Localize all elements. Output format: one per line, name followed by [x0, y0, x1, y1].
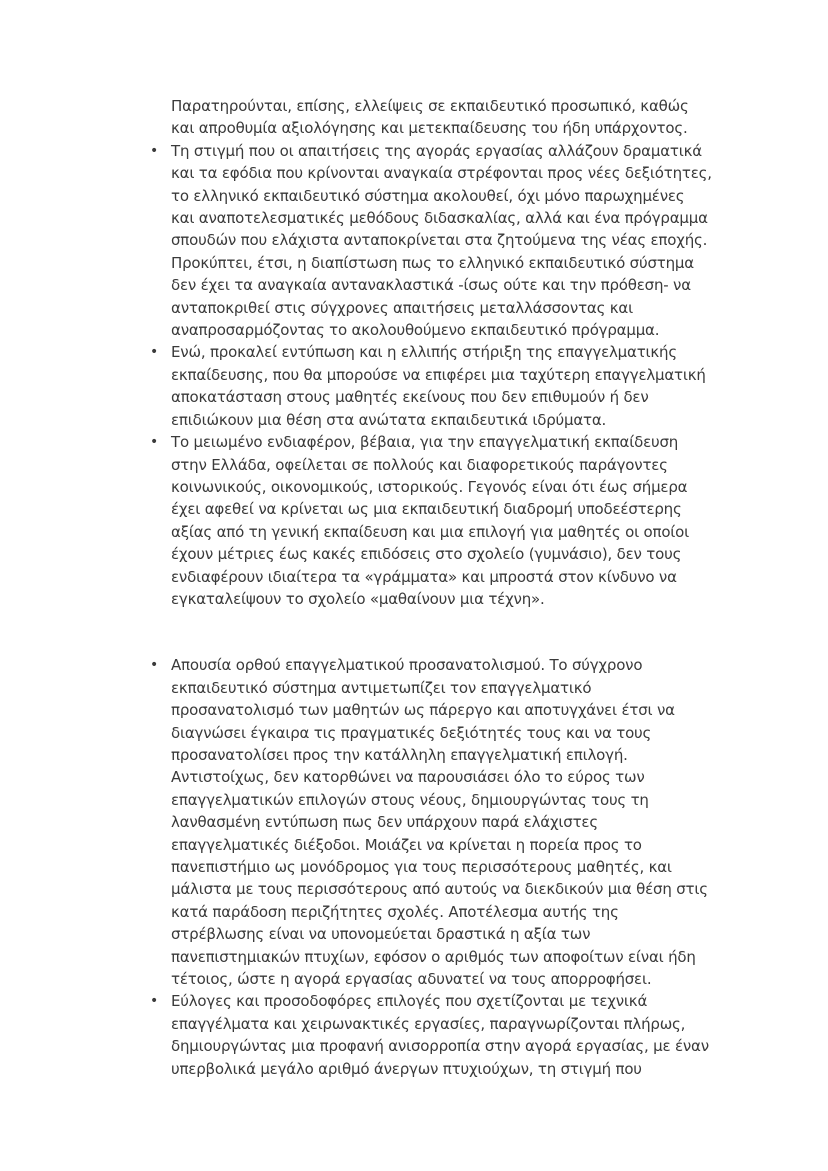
bullet-marker-icon: • [150, 657, 159, 674]
bullet-marker-icon: • [150, 344, 159, 361]
bullet-text: Απουσία ορθού επαγγελματικού προσανατολισμού. Το σύγχρονο εκπαιδευτικό σύστημα αντιμετωπίζει τον επαγγελματικό προσανατολισμό των μαθητών ως πάρεργο και αποτυγχάνει έτσι να διαγνώσει έγκαιρα τις πραγματικές δεξιότητές τους και να τους προσανατολίσει προς την κατάλληλη επαγγελματική επιλογή. Αντιστοίχως, δεν κατορθώνει να παρουσιάσει όλο το εύρος των επαγγελματικών επιλογών στους νέους, δημιουργώντας τους τη λανθασμένη εντύπωση πως δεν υπάρχουν παρά ελάχιστες επαγγελματικές διέξοδοι. Μοιάζει να κρίνεται η πορεία προς το πανεπιστήμιο ως μονόδρομος για τους περισσότερους μαθητές, και μάλιστα με τους περισσότερους από αυτούς να διεκδικούν μια θέση στις κατά παράδοση περιζήτητες σχολές. Αποτέλεσμα αυτής της στρέβλωσης είναι να υπονομεύεται δραστικά η αξία των πανεπιστημιακών πτυχίων, εφόσον ο αριθμός των αποφοίτων είναι ήδη τέτοιος, ώστε η αγορά εργασίας αδυνατεί να τους απορροφήσει. [171, 656, 708, 989]
bullet-item-2 [150, 341, 712, 431]
bullet-item-4 [150, 654, 712, 990]
bullet-item-3 [150, 431, 712, 610]
bullet-item-1 [150, 140, 712, 342]
continuation-paragraph: Παρατηρούνται, επίσης, ελλείψεις σε εκπαιδευτικό προσωπικό, καθώς και απροθυμία αξιολόγησης και μετεκπαίδευσης του ήδη υπάρχοντος. [171, 97, 689, 138]
bullet-marker-icon: • [150, 434, 159, 451]
bullet-text: Ενώ, προκαλεί εντύπωση και η ελλιπής στήριξη της επαγγελματικής εκπαίδευσης, που θα μπορούσε να επιφέρει μια ταχύτερη επαγγελματική αποκατάσταση στους μαθητές εκείνους που δεν επιθυμούν ή δεν επιδιώκουν μια θέση στα ανώτατα εκπαιδευτικά ιδρύματα. [171, 343, 706, 429]
bullet-text: Τη στιγμή που οι απαιτήσεις της αγοράς εργασίας αλλάζουν δραματικά και τα εφόδια που κρίνονται αναγκαία στρέφονται προς νέες δεξιότητες, το ελληνικό εκπαιδευτικό σύστημα ακολουθεί, όχι μόνο παρωχημένες και αναποτελεσματικές μεθόδους διδασκαλίας, αλλά και ένα πρόγραμμα σπουδών που ελάχιστα ανταποκρίνεται στα ζητούμενα της νέας εποχής. Προκύπτει, έτσι, η διαπίστωση πως το ελληνικό εκπαιδευτικό σύστημα δεν έχει τα αναγκαία αντανακλαστικά -ίσως ούτε και την πρόθεση- να ανταποκριθεί στις σύγχρονες απαιτήσεις μεταλλάσσοντας και αναπροσαρμόζοντας το ακολουθούμενο εκπαιδευτικό πρόγραμμα. [171, 141, 712, 340]
bullet-text: Το μειωμένο ενδιαφέρον, βέβαια, για την επαγγελματική εκπαίδευση στην Ελλάδα, οφείλεται σε πολλούς και διαφορετικούς παράγοντες κοινωνικούς, οικονομικούς, ιστορικούς. Γεγονός είναι ότι έως σήμερα έχει αφεθεί να κρίνεται ως μια εκπαιδευτική διαδρομή υποδεέστερης αξίας από τη γενική εκπαίδευση και μια επιλογή για μαθητές οι οποίοι έχουν μέτριες έως κακές επιδόσεις στο σχολείο (γυμνάσιο), δεν τους ενδιαφέρουν ιδιαίτερα τα «γράμματα» και μπροστά στον κίνδυνο να εγκαταλείψουν το σχολείο «μαθαίνουν μια τέχνη». [171, 433, 690, 608]
bullet-marker-icon: • [150, 993, 159, 1010]
bullet-item-5 [150, 990, 712, 1080]
bullet-marker-icon: • [150, 142, 159, 159]
bullet-text: Εύλογες και προσοδοφόρες επιλογές που σχετίζονται με τεχνικά επαγγέλματα και χειρωνακτικές εργασίες, παραγνωρίζονται πλήρως, δημιουργώντας μια προφανή ανισορροπία στην αγορά εργασίας, με έναν υπερβολικά μεγάλο αριθμό άνεργων πτυχιούχων, τη στιγμή που [171, 992, 709, 1078]
document-body [150, 95, 712, 1080]
